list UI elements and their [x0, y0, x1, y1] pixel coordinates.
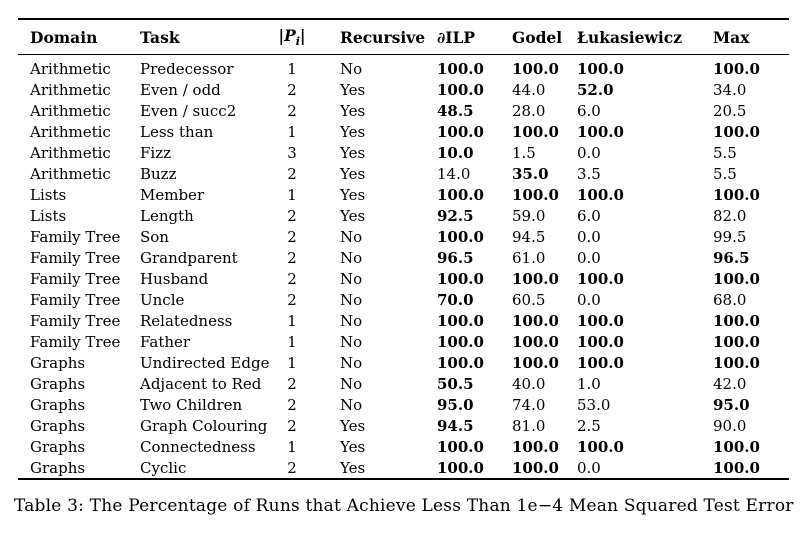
table-row	[18, 226, 789, 247]
cell-recursive: Yes	[340, 143, 366, 162]
cell-max: 100.0	[713, 185, 760, 204]
table-row	[18, 55, 789, 80]
cell-godel: 81.0	[512, 416, 546, 435]
cell-max: 5.5	[713, 143, 737, 162]
cell-dilp: 96.5	[437, 248, 474, 267]
cell-dilp: 50.5	[437, 374, 474, 393]
cell-max: 100.0	[713, 458, 760, 477]
cell-domain: Graphs	[30, 374, 86, 393]
cell-max: 100.0	[713, 311, 760, 330]
cell-max: 90.0	[713, 416, 747, 435]
cell-pi: 2	[287, 458, 297, 477]
cell-task: Two Children	[140, 395, 243, 414]
cell-domain: Family Tree	[30, 227, 121, 246]
cell-lukasiewicz: 100.0	[577, 311, 624, 330]
table-row	[18, 373, 789, 394]
cell-recursive: No	[340, 269, 363, 288]
table-row	[18, 310, 789, 331]
cell-godel: 100.0	[512, 353, 559, 372]
cell-godel: 61.0	[512, 248, 546, 267]
cell-lukasiewicz: 3.5	[577, 164, 601, 183]
cell-godel: 100.0	[512, 185, 559, 204]
cell-max: 20.5	[713, 101, 747, 120]
col-header-lukasiewicz: Łukasiewicz	[577, 19, 713, 55]
cell-max: 96.5	[713, 248, 750, 267]
cell-dilp: 14.0	[437, 164, 471, 183]
cell-recursive: No	[340, 374, 363, 393]
cell-pi: 2	[287, 269, 297, 288]
cell-task: Undirected Edge	[140, 353, 270, 372]
cell-pi: 2	[287, 395, 297, 414]
cell-task: Husband	[140, 269, 209, 288]
cell-dilp: 10.0	[437, 143, 474, 162]
cell-max: 100.0	[713, 353, 760, 372]
cell-task: Length	[140, 206, 194, 225]
cell-lukasiewicz: 6.0	[577, 206, 601, 225]
cell-dilp: 100.0	[437, 227, 484, 246]
cell-domain: Graphs	[30, 395, 86, 414]
cell-pi: 2	[287, 290, 297, 309]
cell-domain: Lists	[30, 185, 67, 204]
cell-godel: 35.0	[512, 164, 549, 183]
cell-dilp: 70.0	[437, 290, 474, 309]
cell-max: 68.0	[713, 290, 747, 309]
pi-symbol: P	[284, 25, 296, 45]
cell-lukasiewicz: 100.0	[577, 122, 624, 141]
cell-recursive: Yes	[340, 101, 366, 120]
table-row	[18, 79, 789, 100]
cell-dilp: 95.0	[437, 395, 474, 414]
table-row	[18, 436, 789, 457]
cell-lukasiewicz: 53.0	[577, 395, 611, 414]
cell-recursive: No	[340, 311, 363, 330]
cell-task: Connectedness	[140, 437, 256, 456]
table-row	[18, 331, 789, 352]
table-caption: Table 3: The Percentage of Runs that Achieve Less Than 1e−4 Mean Squared Test Error	[14, 496, 794, 516]
cell-recursive: No	[340, 332, 363, 351]
cell-recursive: No	[340, 353, 363, 372]
cell-dilp: 100.0	[437, 353, 484, 372]
cell-task: Adjacent to Red	[140, 374, 262, 393]
col-header-domain: Domain	[18, 19, 140, 55]
cell-recursive: Yes	[340, 437, 366, 456]
cell-recursive: Yes	[340, 416, 366, 435]
cell-lukasiewicz: 6.0	[577, 101, 601, 120]
cell-max: 100.0	[713, 59, 760, 78]
cell-pi: 2	[287, 248, 297, 267]
cell-task: Son	[140, 227, 169, 246]
cell-recursive: No	[340, 248, 363, 267]
cell-pi: 2	[287, 80, 297, 99]
results-table	[18, 18, 789, 480]
cell-task: Cyclic	[140, 458, 187, 477]
cell-domain: Arithmetic	[30, 122, 111, 141]
cell-godel: 100.0	[512, 311, 559, 330]
cell-domain: Family Tree	[30, 248, 121, 267]
cell-lukasiewicz: 100.0	[577, 353, 624, 372]
cell-max: 34.0	[713, 80, 747, 99]
cell-lukasiewicz: 0.0	[577, 290, 601, 309]
cell-domain: Arithmetic	[30, 80, 111, 99]
cell-dilp: 100.0	[437, 332, 484, 351]
cell-lukasiewicz: 100.0	[577, 185, 624, 204]
cell-dilp: 100.0	[437, 122, 484, 141]
cell-recursive: No	[340, 227, 363, 246]
cell-max: 82.0	[713, 206, 747, 225]
cell-godel: 100.0	[512, 458, 559, 477]
cell-domain: Arithmetic	[30, 59, 111, 78]
table-row	[18, 142, 789, 163]
cell-dilp: 92.5	[437, 206, 474, 225]
col-header-max: Max	[713, 19, 789, 55]
cell-dilp: 100.0	[437, 458, 484, 477]
table-row	[18, 394, 789, 415]
cell-godel: 100.0	[512, 437, 559, 456]
cell-max: 42.0	[713, 374, 747, 393]
cell-domain: Graphs	[30, 437, 86, 456]
cell-godel: 100.0	[512, 332, 559, 351]
cell-task: Predecessor	[140, 59, 234, 78]
cell-godel: 44.0	[512, 80, 546, 99]
cell-lukasiewicz: 0.0	[577, 458, 601, 477]
pi-subscript: i	[295, 35, 300, 49]
cell-domain: Family Tree	[30, 332, 121, 351]
cell-godel: 100.0	[512, 59, 559, 78]
cell-max: 99.5	[713, 227, 747, 246]
cell-lukasiewicz: 100.0	[577, 332, 624, 351]
cell-dilp: 100.0	[437, 311, 484, 330]
cell-godel: 100.0	[512, 269, 559, 288]
pi-bar-left: |	[278, 25, 285, 45]
cell-domain: Family Tree	[30, 269, 121, 288]
cell-task: Graph Colouring	[140, 416, 268, 435]
cell-task: Member	[140, 185, 205, 204]
table-row	[18, 163, 789, 184]
cell-task: Uncle	[140, 290, 185, 309]
cell-recursive: Yes	[340, 206, 366, 225]
table-row	[18, 289, 789, 310]
cell-task: Even / odd	[140, 80, 221, 99]
cell-max: 95.0	[713, 395, 750, 414]
cell-godel: 28.0	[512, 101, 546, 120]
cell-task: Less than	[140, 122, 214, 141]
cell-task: Fizz	[140, 143, 172, 162]
cell-pi: 1	[287, 437, 297, 456]
cell-lukasiewicz: 1.0	[577, 374, 601, 393]
cell-godel: 40.0	[512, 374, 546, 393]
col-header-dilp: ∂ILP	[437, 19, 512, 55]
table-row	[18, 247, 789, 268]
cell-max: 100.0	[713, 122, 760, 141]
cell-recursive: Yes	[340, 458, 366, 477]
cell-task: Even / succ2	[140, 101, 237, 120]
cell-pi: 2	[287, 416, 297, 435]
cell-recursive: Yes	[340, 164, 366, 183]
cell-recursive: Yes	[340, 122, 366, 141]
cell-task: Grandparent	[140, 248, 238, 267]
cell-recursive: No	[340, 290, 363, 309]
cell-recursive: No	[340, 395, 363, 414]
cell-pi: 1	[287, 59, 297, 78]
col-header-task: Task	[140, 19, 270, 55]
cell-pi: 1	[287, 353, 297, 372]
header-row	[18, 19, 789, 55]
cell-dilp: 100.0	[437, 437, 484, 456]
cell-max: 100.0	[713, 437, 760, 456]
cell-pi: 1	[287, 185, 297, 204]
cell-lukasiewicz: 100.0	[577, 269, 624, 288]
cell-dilp: 100.0	[437, 59, 484, 78]
col-header-recursive: Recursive	[314, 19, 437, 55]
cell-domain: Arithmetic	[30, 143, 111, 162]
cell-godel: 94.5	[512, 227, 546, 246]
cell-pi: 1	[287, 122, 297, 141]
cell-domain: Arithmetic	[30, 101, 111, 120]
cell-dilp: 94.5	[437, 416, 474, 435]
cell-recursive: No	[340, 59, 363, 78]
table-body	[18, 55, 789, 480]
cell-max: 100.0	[713, 269, 760, 288]
cell-dilp: 100.0	[437, 185, 484, 204]
cell-pi: 1	[287, 311, 297, 330]
col-header-godel: Godel	[512, 19, 577, 55]
cell-domain: Family Tree	[30, 311, 121, 330]
cell-pi: 2	[287, 227, 297, 246]
cell-max: 100.0	[713, 332, 760, 351]
table-row	[18, 205, 789, 226]
table-row	[18, 100, 789, 121]
cell-godel: 1.5	[512, 143, 536, 162]
table-row	[18, 457, 789, 479]
cell-dilp: 48.5	[437, 101, 474, 120]
cell-domain: Graphs	[30, 458, 86, 477]
cell-pi: 2	[287, 374, 297, 393]
cell-godel: 100.0	[512, 122, 559, 141]
cell-domain: Family Tree	[30, 290, 121, 309]
cell-godel: 60.5	[512, 290, 546, 309]
cell-lukasiewicz: 0.0	[577, 227, 601, 246]
cell-recursive: Yes	[340, 185, 366, 204]
cell-pi: 1	[287, 332, 297, 351]
cell-domain: Lists	[30, 206, 67, 225]
cell-lukasiewicz: 100.0	[577, 437, 624, 456]
table-row	[18, 121, 789, 142]
cell-lukasiewicz: 2.5	[577, 416, 601, 435]
cell-task: Father	[140, 332, 191, 351]
pi-bar-right: |	[299, 25, 306, 45]
cell-pi: 2	[287, 206, 297, 225]
cell-pi: 2	[287, 101, 297, 120]
cell-task: Relatedness	[140, 311, 233, 330]
col-header-pi	[270, 19, 314, 55]
cell-lukasiewicz: 0.0	[577, 143, 601, 162]
cell-recursive: Yes	[340, 80, 366, 99]
cell-domain: Graphs	[30, 416, 86, 435]
cell-max: 5.5	[713, 164, 737, 183]
cell-godel: 74.0	[512, 395, 546, 414]
table-row	[18, 268, 789, 289]
cell-dilp: 100.0	[437, 80, 484, 99]
cell-task: Buzz	[140, 164, 177, 183]
table-row	[18, 415, 789, 436]
cell-godel: 59.0	[512, 206, 546, 225]
cell-lukasiewicz: 52.0	[577, 80, 614, 99]
cell-lukasiewicz: 0.0	[577, 248, 601, 267]
cell-lukasiewicz: 100.0	[577, 59, 624, 78]
cell-dilp: 100.0	[437, 269, 484, 288]
cell-pi: 2	[287, 164, 297, 183]
table-row	[18, 184, 789, 205]
cell-domain: Graphs	[30, 353, 86, 372]
cell-pi: 3	[287, 143, 297, 162]
cell-domain: Arithmetic	[30, 164, 111, 183]
table-row	[18, 352, 789, 373]
